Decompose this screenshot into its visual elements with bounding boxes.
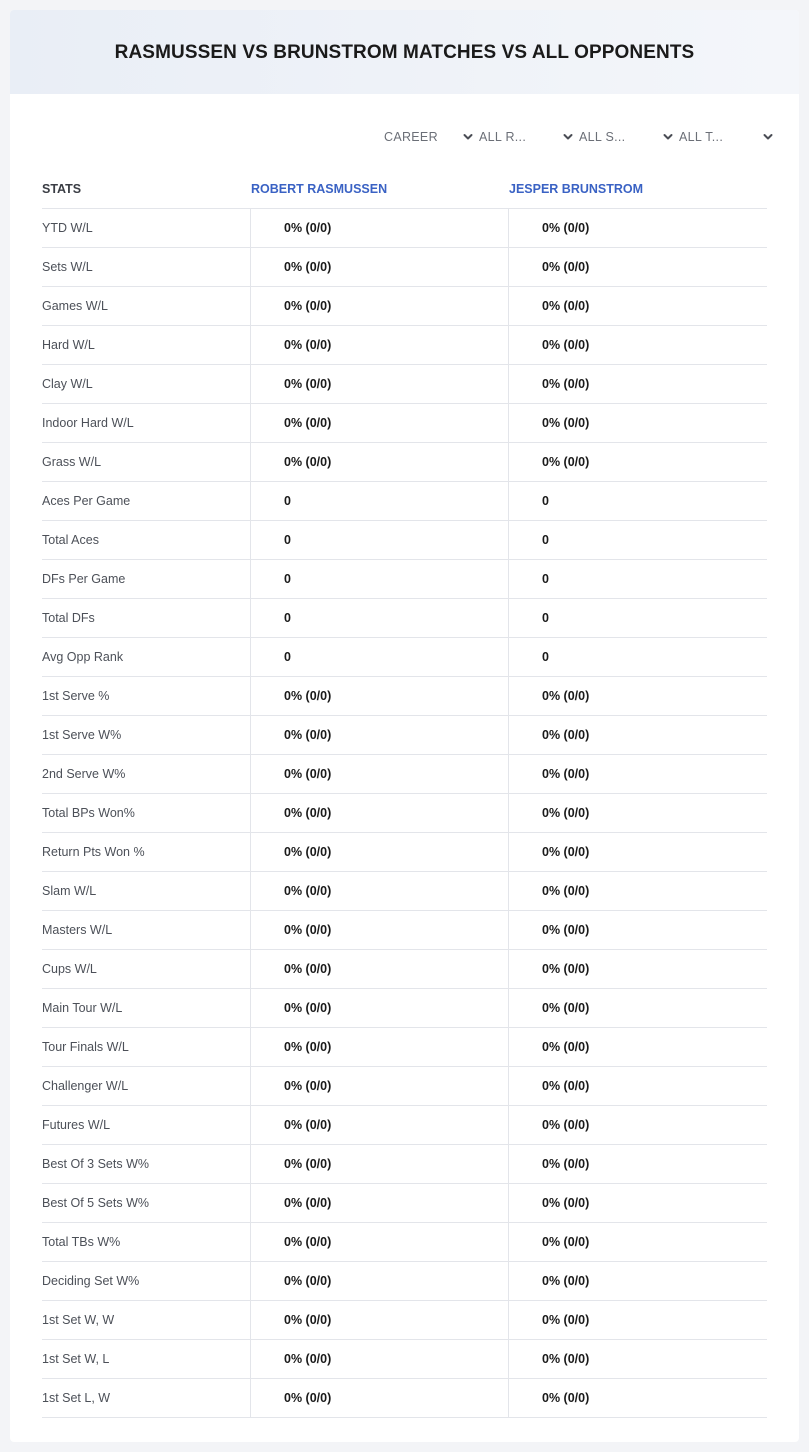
player1-stat-value: 0% (0/0) [250,1106,508,1144]
chevron-down-icon [762,131,774,143]
player1-stat-value: 0% (0/0) [250,833,508,871]
stat-label: Total TBs W% [42,1235,121,1249]
player1-stat-value: 0 [250,599,508,637]
player2-stat-value: 0% (0/0) [508,989,767,1027]
card-header [10,10,799,94]
player2-stat-value: 0% (0/0) [508,1106,767,1144]
table-row [42,911,767,950]
player1-stat-value: 0% (0/0) [250,1028,508,1066]
stat-label: Grass W/L [42,455,102,469]
table-row [42,326,767,365]
stat-label: 1st Set W, W [42,1313,115,1327]
player1-stat-value: 0% (0/0) [250,950,508,988]
stat-label: Sets W/L [42,260,93,274]
player1-stat-value: 0% (0/0) [250,755,508,793]
filter-period-label: CAREER [384,130,438,144]
player1-stat-value: 0% (0/0) [250,326,508,364]
player1-stat-value: 0% (0/0) [250,1262,508,1300]
table-row [42,872,767,911]
table-row [42,1262,767,1301]
stat-label: Hard W/L [42,338,95,352]
chevron-down-icon [662,131,674,143]
stat-label: 1st Set W, L [42,1352,110,1366]
stat-label: Avg Opp Rank [42,650,124,664]
table-row [42,404,767,443]
stat-label: Masters W/L [42,923,113,937]
player1-stat-value: 0% (0/0) [250,1067,508,1105]
stats-column-header: STATS [42,182,82,196]
filter-period-select[interactable] [384,126,474,148]
player1-stat-value: 0% (0/0) [250,404,508,442]
stat-label: Return Pts Won % [42,845,145,859]
player2-stat-value: 0% (0/0) [508,1301,767,1339]
player1-stat-value: 0% (0/0) [250,209,508,247]
stat-label: Aces Per Game [42,494,131,508]
stat-label: 2nd Serve W% [42,767,126,781]
player1-stat-value: 0% (0/0) [250,911,508,949]
table-header [42,170,767,208]
table-row [42,677,767,716]
player1-stat-value: 0 [250,638,508,676]
table-row [42,482,767,521]
table-row [42,248,767,287]
player1-column-header[interactable]: ROBERT RASMUSSEN [251,182,388,196]
table-row [42,1301,767,1340]
table-row [42,716,767,755]
player2-stat-value: 0% (0/0) [508,1379,767,1417]
player1-stat-value: 0% (0/0) [250,1145,508,1183]
chevron-down-icon [562,131,574,143]
player2-stat-value: 0% (0/0) [508,287,767,325]
stat-label: Clay W/L [42,377,93,391]
player1-stat-value: 0% (0/0) [250,1184,508,1222]
player2-stat-value: 0% (0/0) [508,872,767,910]
stat-label: Cups W/L [42,962,97,976]
stat-label: Tour Finals W/L [42,1040,129,1054]
player2-stat-value: 0 [508,599,767,637]
player2-stat-value: 0% (0/0) [508,1340,767,1378]
player1-stat-value: 0% (0/0) [250,1340,508,1378]
stat-label: DFs Per Game [42,572,126,586]
stats-card [10,10,799,1442]
table-row [42,989,767,1028]
table-row [42,1340,767,1379]
player1-stat-value: 0% (0/0) [250,989,508,1027]
table-row [42,599,767,638]
table-row [42,755,767,794]
player1-stat-value: 0% (0/0) [250,287,508,325]
player1-stat-value: 0% (0/0) [250,1301,508,1339]
player1-stat-value: 0% (0/0) [250,716,508,754]
stat-label: Main Tour W/L [42,1001,123,1015]
stat-label: Total BPs Won% [42,806,135,820]
player1-stat-value: 0 [250,521,508,559]
table-row [42,950,767,989]
table-row [42,287,767,326]
player1-stat-value: 0% (0/0) [250,1379,508,1417]
player2-stat-value: 0% (0/0) [508,209,767,247]
stat-label: Futures W/L [42,1118,111,1132]
player2-stat-value: 0% (0/0) [508,1145,767,1183]
filter-round-select[interactable] [479,126,574,148]
player1-stat-value: 0% (0/0) [250,1223,508,1261]
table-row [42,638,767,677]
player2-stat-value: 0 [508,638,767,676]
stat-label: 1st Serve % [42,689,110,703]
player1-stat-value: 0 [250,560,508,598]
player2-stat-value: 0% (0/0) [508,833,767,871]
player2-stat-value: 0% (0/0) [508,950,767,988]
player1-stat-value: 0% (0/0) [250,365,508,403]
stat-label: Total Aces [42,533,99,547]
table-row [42,1028,767,1067]
player2-stat-value: 0% (0/0) [508,1223,767,1261]
table-row [42,443,767,482]
table-row [42,1067,767,1106]
filter-tournament-select[interactable] [679,126,774,148]
stat-label: Indoor Hard W/L [42,416,134,430]
player2-column-header[interactable]: JESPER BRUNSTROM [509,182,644,196]
player1-stat-value: 0% (0/0) [250,677,508,715]
table-row [42,365,767,404]
player2-stat-value: 0% (0/0) [508,443,767,481]
player2-stat-value: 0 [508,521,767,559]
player2-stat-value: 0 [508,482,767,520]
stat-label: Deciding Set W% [42,1274,140,1288]
filter-surface-label: ALL S... [579,130,626,144]
stat-label: Slam W/L [42,884,97,898]
stats-table-body [42,208,767,1418]
player2-stat-value: 0% (0/0) [508,1067,767,1105]
player1-stat-value: 0% (0/0) [250,794,508,832]
table-row [42,794,767,833]
table-row [42,521,767,560]
filter-round-label: ALL R... [479,130,527,144]
table-row [42,560,767,599]
player2-stat-value: 0% (0/0) [508,1028,767,1066]
player2-stat-value: 0% (0/0) [508,1262,767,1300]
page-title: RASMUSSEN VS BRUNSTROM MATCHES VS ALL OPPONENTS [114,42,695,63]
player2-stat-value: 0% (0/0) [508,1184,767,1222]
player1-stat-value: 0% (0/0) [250,248,508,286]
table-row [42,1223,767,1262]
player2-stat-value: 0% (0/0) [508,365,767,403]
table-row [42,1106,767,1145]
player2-stat-value: 0% (0/0) [508,794,767,832]
filter-surface-select[interactable] [579,126,674,148]
stat-label: Total DFs [42,611,95,625]
chevron-down-icon [462,131,474,143]
player1-stat-value: 0% (0/0) [250,443,508,481]
stat-label: Games W/L [42,299,108,313]
player2-stat-value: 0% (0/0) [508,326,767,364]
stat-label: Best Of 3 Sets W% [42,1157,149,1171]
player2-stat-value: 0% (0/0) [508,677,767,715]
player2-stat-value: 0% (0/0) [508,248,767,286]
table-row [42,833,767,872]
table-row [42,1145,767,1184]
filter-bar [380,126,780,148]
player2-stat-value: 0% (0/0) [508,911,767,949]
table-row [42,209,767,248]
stat-label: 1st Serve W% [42,728,122,742]
player2-stat-value: 0% (0/0) [508,755,767,793]
table-row [42,1184,767,1223]
table-row [42,1379,767,1418]
filter-tournament-label: ALL T... [679,130,724,144]
player1-stat-value: 0 [250,482,508,520]
stat-label: Challenger W/L [42,1079,129,1093]
stat-label: YTD W/L [42,221,93,235]
stat-label: Best Of 5 Sets W% [42,1196,149,1210]
player2-stat-value: 0% (0/0) [508,404,767,442]
player2-stat-value: 0 [508,560,767,598]
stat-label: 1st Set L, W [42,1391,111,1405]
player2-stat-value: 0% (0/0) [508,716,767,754]
player1-stat-value: 0% (0/0) [250,872,508,910]
